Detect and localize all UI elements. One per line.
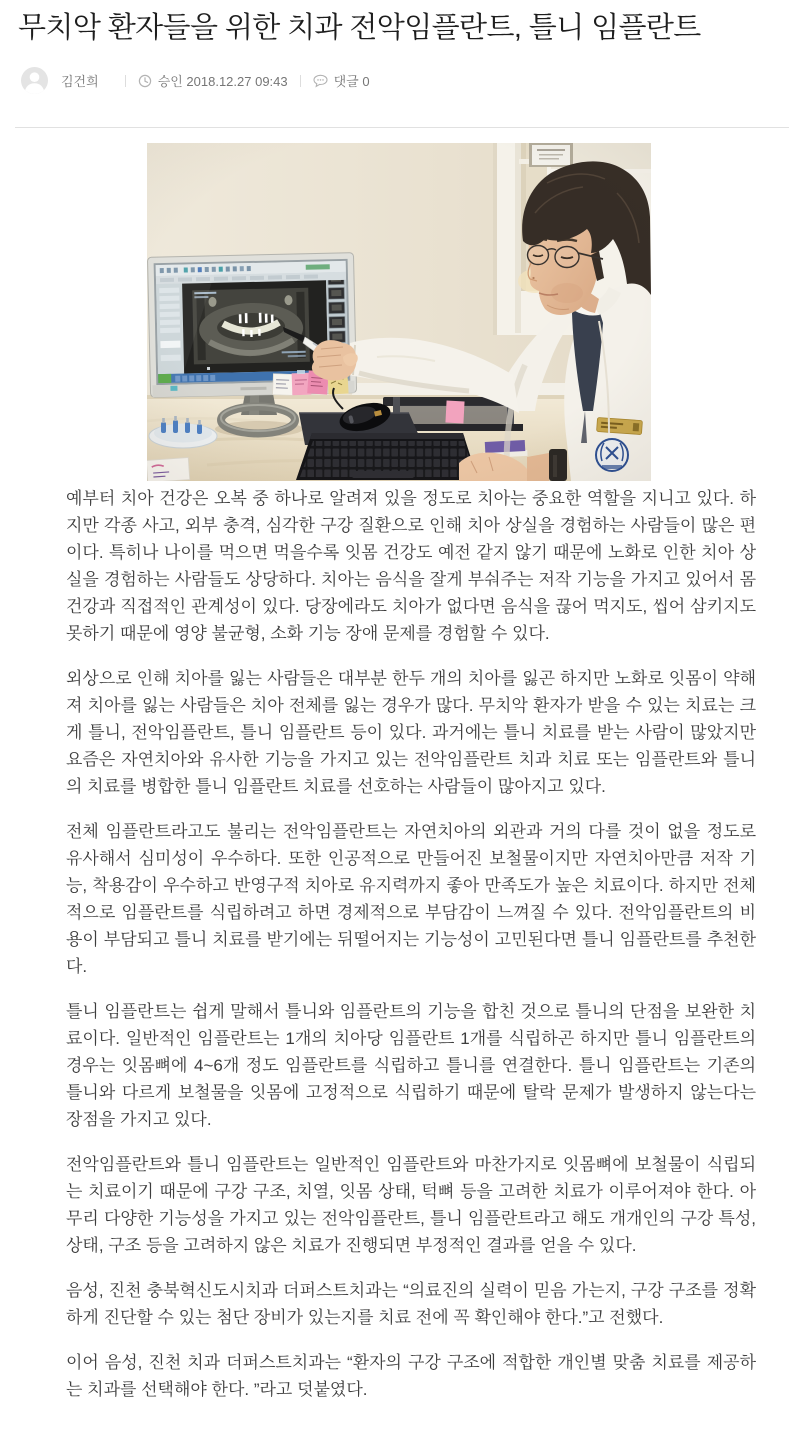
paragraph: 외상으로 인해 치아를 잃는 사람들은 대부분 한두 개의 치아를 잃곤 하지만 노화로 잇몸이 약해져 치아를 잃는 사람들은 치아 전체를 잃는 경우가 많다. 무치악 환자가 받을 수 있는 치료는 크게 틀니, 전악임플란트, 틀니 임플란트 등이 있다. 과거에는 틀니 치료를 받는 사람이 많았지만 요즘은 자연치아와 유사한 기능을 가지고 있는 전악임플란트 치과 치료 또는 임플란트와 틀니의 치료를 병합한 틀니 임플란트 치료를 선호하는 사람들이 많아지고 있다.: [66, 669, 756, 796]
paragraph: 음성, 진천 충북혁신도시치과 더퍼스트치과는 “의료진의 실력이 믿음 가는지, 구강 구조를 정확하게 진단할 수 있는 첨단 장비가 있는지를 치료 전에 꼭 확인해야 한다.”고 전했다.: [66, 1281, 756, 1327]
paragraph: 틀니 임플란트는 쉽게 말해서 틀니와 임플란트의 기능을 합친 것으로 틀니의 단점을 보완한 치료이다. 일반적인 임플란트는 1개의 치아당 임플란트 1개를 식립하곤 하지만 틀니 임플란트의 경우는 잇몸뼈에 4~6개 정도 임플란트를 식립하고 틀니를 연결한다. 틀니 임플란트는 기존의 틀니와 다르게 보철물을 잇몸에 고정적으로 식립하기 때문에 탈락 문제가 발생하지 않는다는 장점을 가지고 있다.: [66, 1002, 756, 1129]
paragraph: 이어 음성, 진천 치과 더퍼스트치과는 “환자의 구강 구조에 적합한 개인별 맞춤 치료를 제공하는 치과를 선택해야 한다. ”라고 덧붙였다.: [66, 1353, 756, 1399]
speech-bubble-icon: [313, 74, 328, 88]
author-avatar: [21, 67, 48, 94]
article-figure: [0, 143, 797, 481]
person-icon: [21, 67, 48, 94]
page-title: 무치악 환자들을 위한 치과 전악임플란트, 틀니 임플란트: [18, 12, 701, 44]
article-body: [66, 485, 756, 1403]
author-name: 김건희: [61, 74, 99, 89]
paragraph: 전체 임플란트라고도 불리는 전악임플란트는 자연치아의 외관과 거의 다를 것이 없을 정도로 유사해서 심미성이 우수하다. 또한 인공적으로 만들어진 보철물이지만 자연치아만큼 저작 기능, 착용감이 우수하고 반영구적 치아로 유지력까지 좋아 만족도가 높은 치료이다. 하지만 전체적으로 임플란트를 식립하려고 하면 경제적으로 부담감이 느껴질 수 있다. 전악임플란트의 비용이 부담되고 틀니 치료를 받기에는 뒤떨어지는 기능성이 고민된다면 틀니 임플란트를 추천한다.: [66, 822, 756, 976]
byline-separator: [300, 75, 301, 87]
article-photo: [147, 143, 651, 481]
byline-separator: [125, 75, 126, 87]
byline: [21, 67, 797, 94]
paragraph: 예부터 치아 건강은 오복 중 하나로 알려져 있을 정도로 치아는 중요한 역할을 지니고 있다. 하지만 각종 사고, 외부 충격, 심각한 구강 질환으로 인해 치아 상실을 경험하는 사람들이 많은 편이다. 특히나 나이를 먹으면 먹을수록 잇몸 건강도 예전 같지 않기 때문에 노화로 인한 치아 상실을 경험하는 사람들도 상당하다. 치아는 음식을 잘게 부숴주는 저작 기능을 가지고 있어서 몸 건강과 직접적인 관계성이 있다. 당장에라도 치아가 없다면 음식을 끊어 먹지도, 씹어 삼키지도 못하기 때문에 영양 불균형, 소화 기능 장애 문제를 경험할 수 있다.: [66, 489, 756, 643]
comment-count[interactable]: 댓글 0: [333, 74, 370, 89]
approval-date: 승인 2018.12.27 09:43: [157, 74, 288, 89]
clock-icon: [138, 74, 152, 88]
paragraph: 전악임플란트와 틀니 임플란트는 일반적인 임플란트와 마찬가지로 잇몸뼈에 보철물이 식립되는 치료이기 때문에 구강 구조, 치열, 잇몸 상태, 턱뼈 등을 고려한 치료가 이루어져야 한다. 아무리 다양한 기능성을 가지고 있는 전악임플란트, 틀니 임플란트라고 해도 개개인의 구강 특성, 상태, 구조 등을 고려하지 않은 치료가 진행되면 부정적인 결과를 얻을 수 있다.: [66, 1155, 756, 1255]
header-divider: [15, 127, 789, 128]
